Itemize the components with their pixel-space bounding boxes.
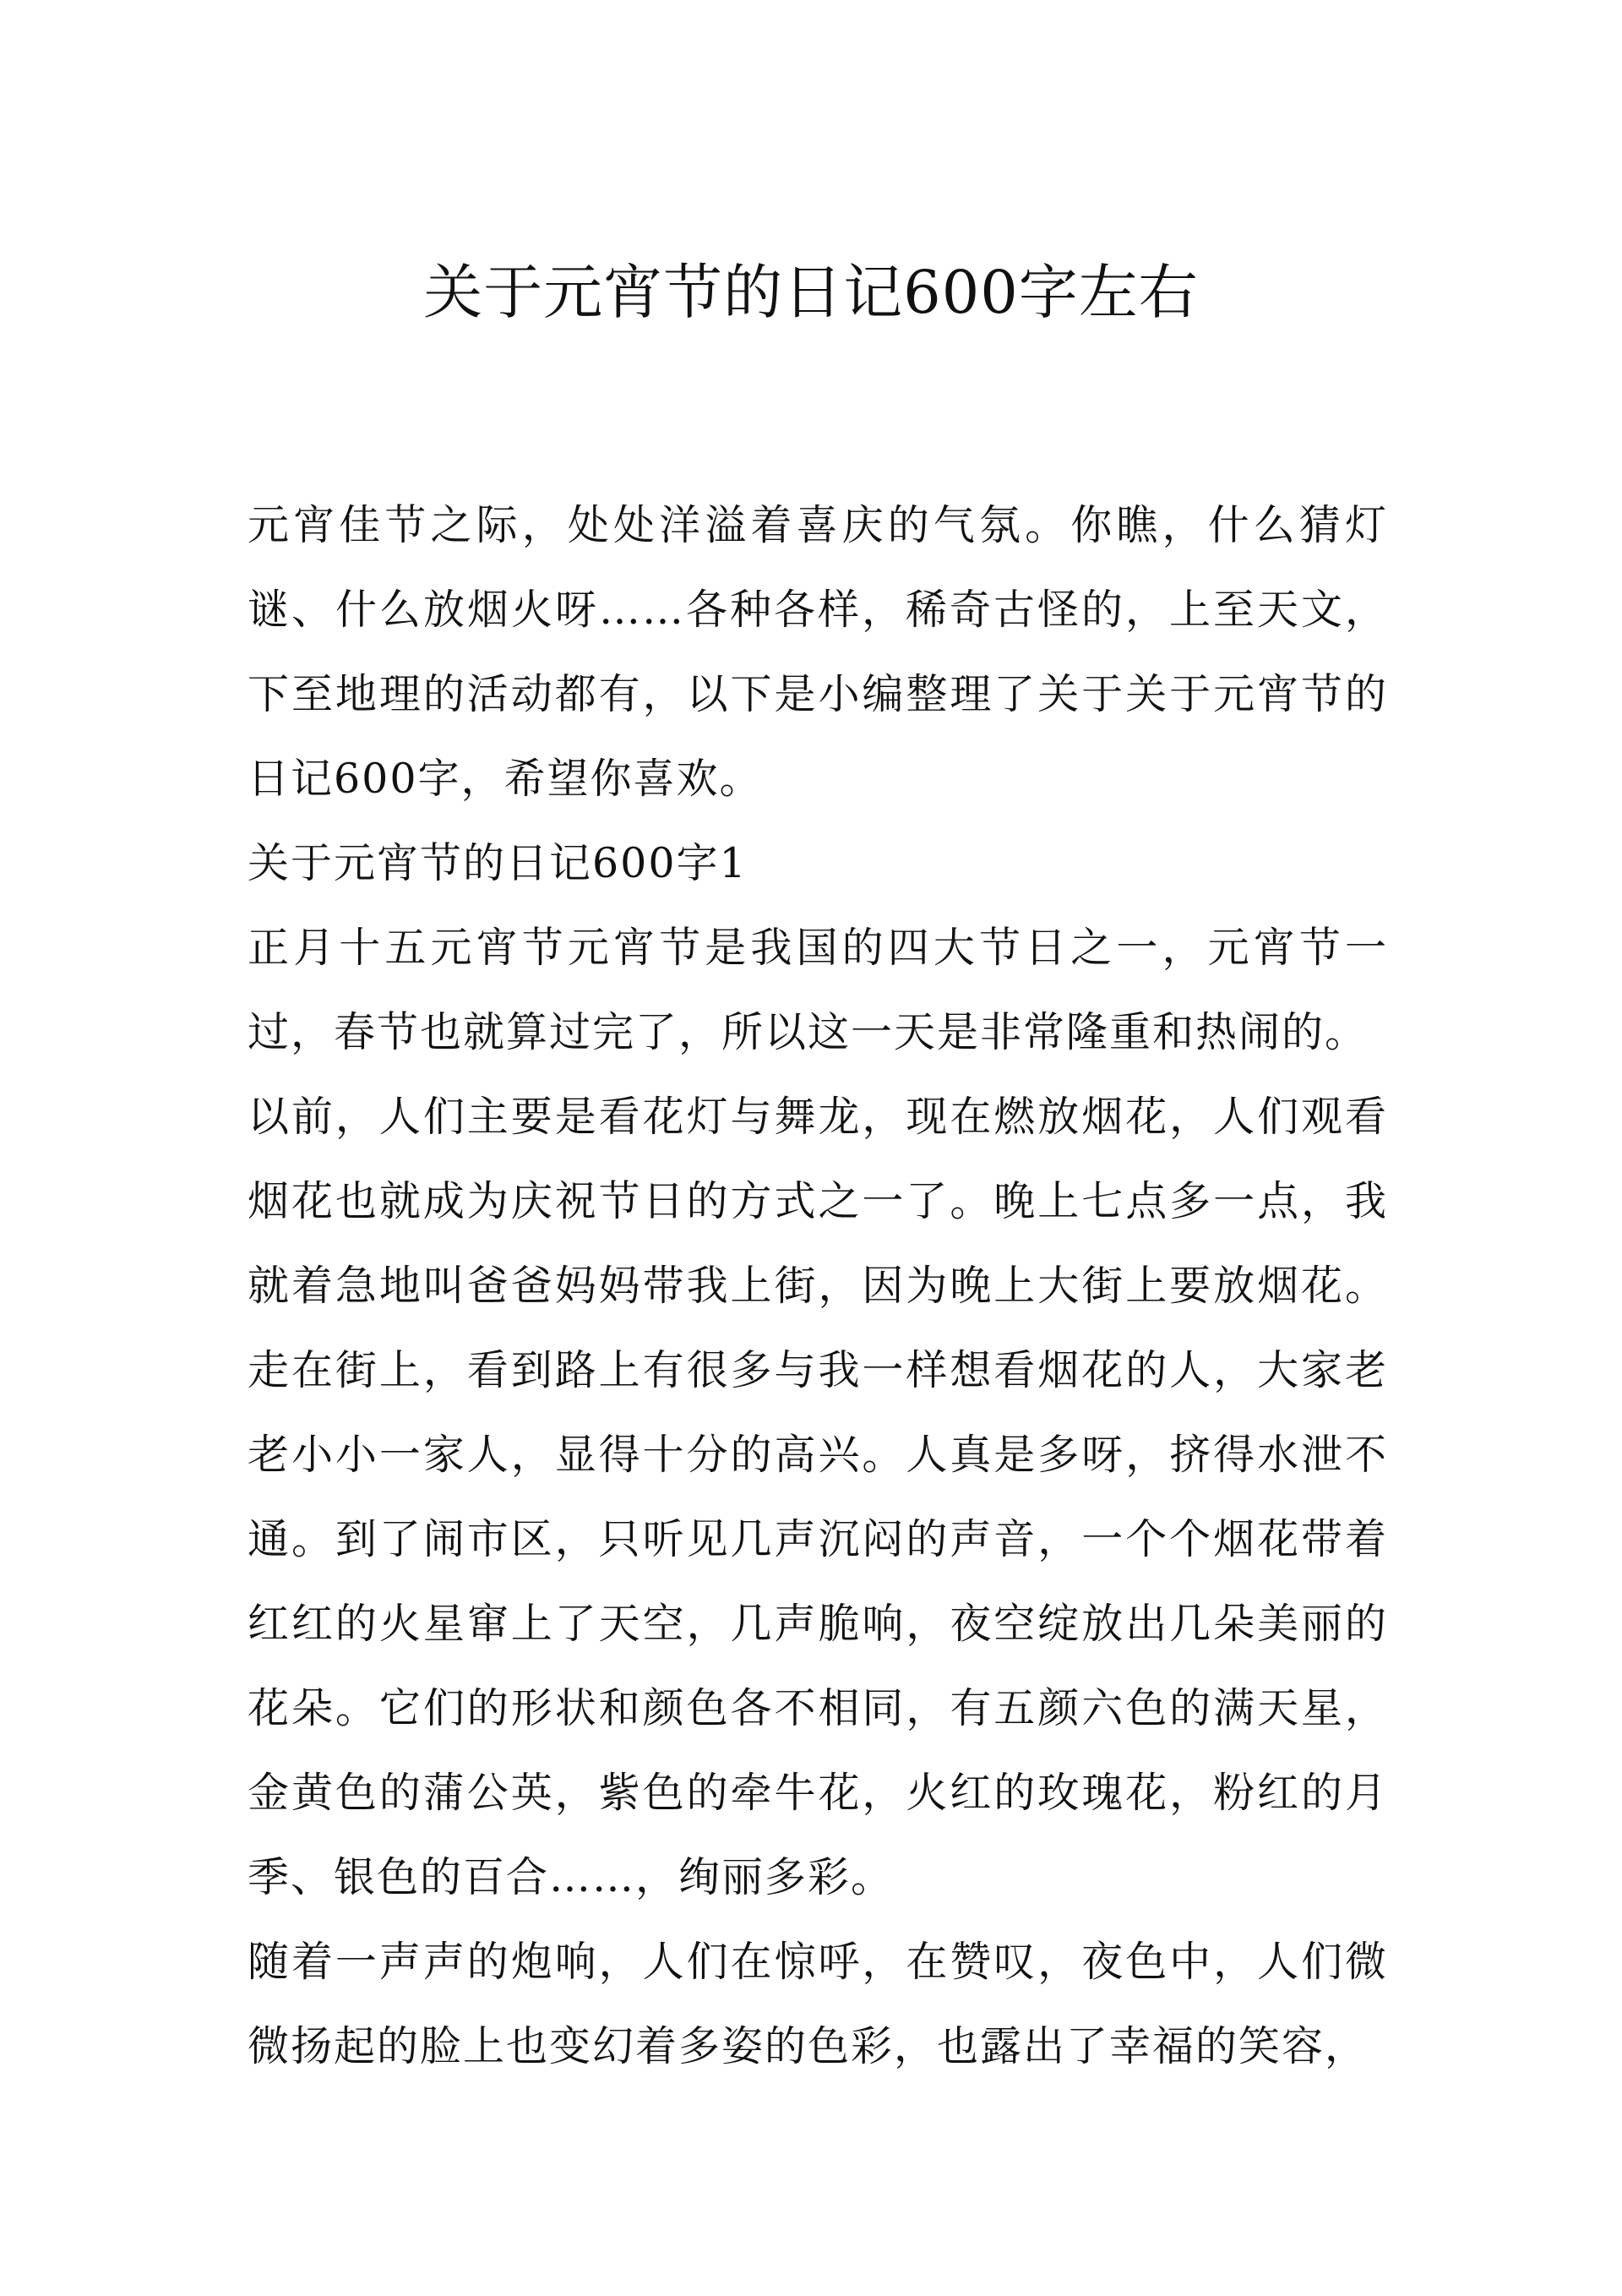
document-title: 关于元宵节的日记600字左右 bbox=[423, 258, 1199, 327]
body-paragraph: 以前，人们主要是看花灯与舞龙，现在燃放烟花，人们观看烟花也就成为庆祝节日的方式之一了。晚上七点多一点，我就着急地叫爸爸妈妈带我上街，因为晚上大街上要放烟花。走在街上，看到路上有很多与我一样想看烟花的人，大家老老小小一家人，显得十分的高兴。人真是多呀，挤得水泄不通。到了闹市区，只听见几声沉闷的声音，一个个烟花带着红红的火星窜上了天空，几声脆响，夜空绽放出几朵美丽的花朵。它们的形状和颜色各不相同，有五颜六色的满天星，金黄色的蒲公英，紫色的牵牛花，火红的玫瑰花，粉红的月季、银色的百合……，绚丽多彩。 bbox=[248, 1093, 1388, 1901]
intro-paragraph: 元宵佳节之际，处处洋溢着喜庆的气氛。你瞧，什么猜灯谜、什么放烟火呀……各种各样，稀奇古怪的，上至天文，下至地理的活动都有，以下是小编整理了关于关于元宵节的日记600字，希望你喜欢。 bbox=[248, 501, 1388, 803]
section-heading: 关于元宵节的日记600字1 bbox=[248, 839, 748, 887]
body-paragraph: 正月十五元宵节元宵节是我国的四大节日之一，元宵节一过，春节也就算过完了，所以这一天是非常隆重和热闹的。 bbox=[248, 924, 1388, 1056]
document-body bbox=[248, 483, 1388, 2089]
body-paragraph: 随着一声声的炮响，人们在惊呼，在赞叹，夜色中，人们微微扬起的脸上也变幻着多姿的色彩，也露出了幸福的笑容， bbox=[248, 1938, 1388, 2070]
